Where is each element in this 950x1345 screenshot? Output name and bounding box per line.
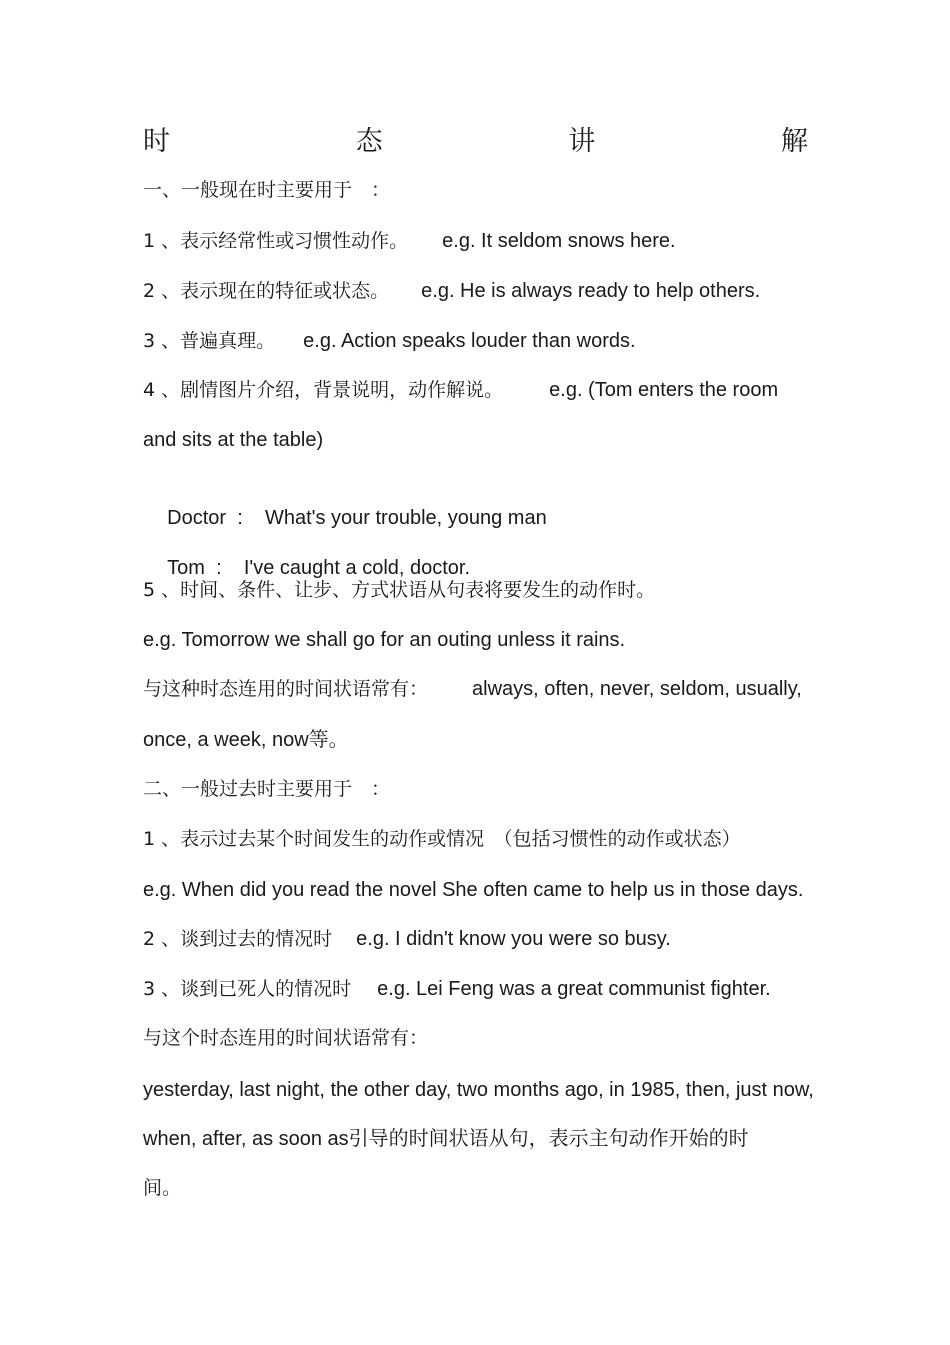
line-zh: 3 、谈到已死人的情况时 — [143, 978, 352, 1000]
text-line — [143, 576, 655, 604]
text-line — [143, 227, 676, 255]
line-zh: 5 、时间、条件、让步、方式状语从句表将要发生的动作时。 — [143, 579, 656, 601]
title-char: 态 — [355, 126, 383, 157]
text-line — [143, 327, 636, 355]
line-zh: 4 、剧情图片介绍，背景说明，动作解说。 — [143, 379, 504, 401]
line-en: once, a week, now等。 — [143, 729, 349, 751]
title-char: 解 — [780, 126, 808, 157]
text-line — [143, 675, 802, 703]
text-line — [143, 626, 625, 654]
line-en: Tom : I've caught a cold, doctor. — [167, 557, 471, 579]
line-en: yesterday, last night, the other day, two months ago, in 1985, then, just now, — [143, 1079, 814, 1101]
line-en: e.g. I didn't know you were so busy. — [356, 928, 671, 950]
text-line — [143, 1024, 428, 1052]
text-line — [143, 876, 803, 904]
line-en: when, after, as soon as引导的时间状语从句，表示主句动作开始的时 — [143, 1128, 749, 1150]
page-title — [143, 122, 808, 162]
line-en: e.g. Action speaks louder than words. — [303, 330, 636, 352]
text-line — [143, 1076, 814, 1104]
text-line — [143, 975, 771, 1003]
line-en: e.g. It seldom snows here. — [442, 230, 676, 252]
line-en: and sits at the table) — [143, 429, 324, 451]
line-zh: 1 、表示过去某个时间发生的动作或情况 （包括习惯性的动作或状态） — [143, 828, 741, 850]
line-en: Doctor : What's your trouble, young man — [167, 507, 547, 529]
line-zh: 一、一般现在时主要用于 ： — [143, 179, 391, 201]
section-heading — [143, 176, 390, 204]
title-char: 讲 — [568, 126, 596, 157]
line-en: e.g. (Tom enters the room — [549, 379, 779, 401]
line-zh: 3 、普遍真理。 — [143, 330, 276, 352]
line-en: e.g. When did you read the novel She often came to help us in those days. — [143, 879, 804, 901]
text-line — [143, 1174, 181, 1202]
line-zh: 间。 — [143, 1177, 182, 1199]
title-char: 时 — [143, 126, 170, 157]
text-line — [143, 277, 760, 305]
text-line — [143, 825, 741, 853]
section-heading — [143, 775, 390, 803]
line-en: always, often, never, seldom, usually, — [472, 678, 802, 700]
line-zh: 二、一般过去时主要用于 ： — [143, 778, 391, 800]
line-zh: 2 、表示现在的特征或状态。 — [143, 280, 390, 302]
line-zh: 2 、谈到过去的情况时 — [143, 928, 333, 950]
line-zh: 与这个时态连用的时间状语常有： — [143, 1027, 429, 1049]
line-en: e.g. He is always ready to help others. — [421, 280, 761, 302]
text-line — [143, 925, 671, 953]
text-line — [143, 726, 349, 754]
line-zh: 1 、表示经常性或习惯性动作。 — [143, 230, 409, 252]
line-zh: 与这种时态连用的时间状语常有： — [143, 678, 429, 700]
text-line — [143, 426, 323, 454]
text-line — [143, 376, 778, 404]
line-en: e.g. Lei Feng was a great communist fighter. — [377, 978, 771, 1000]
text-line — [143, 1125, 749, 1153]
line-en: e.g. Tomorrow we shall go for an outing unless it rains. — [143, 629, 626, 651]
